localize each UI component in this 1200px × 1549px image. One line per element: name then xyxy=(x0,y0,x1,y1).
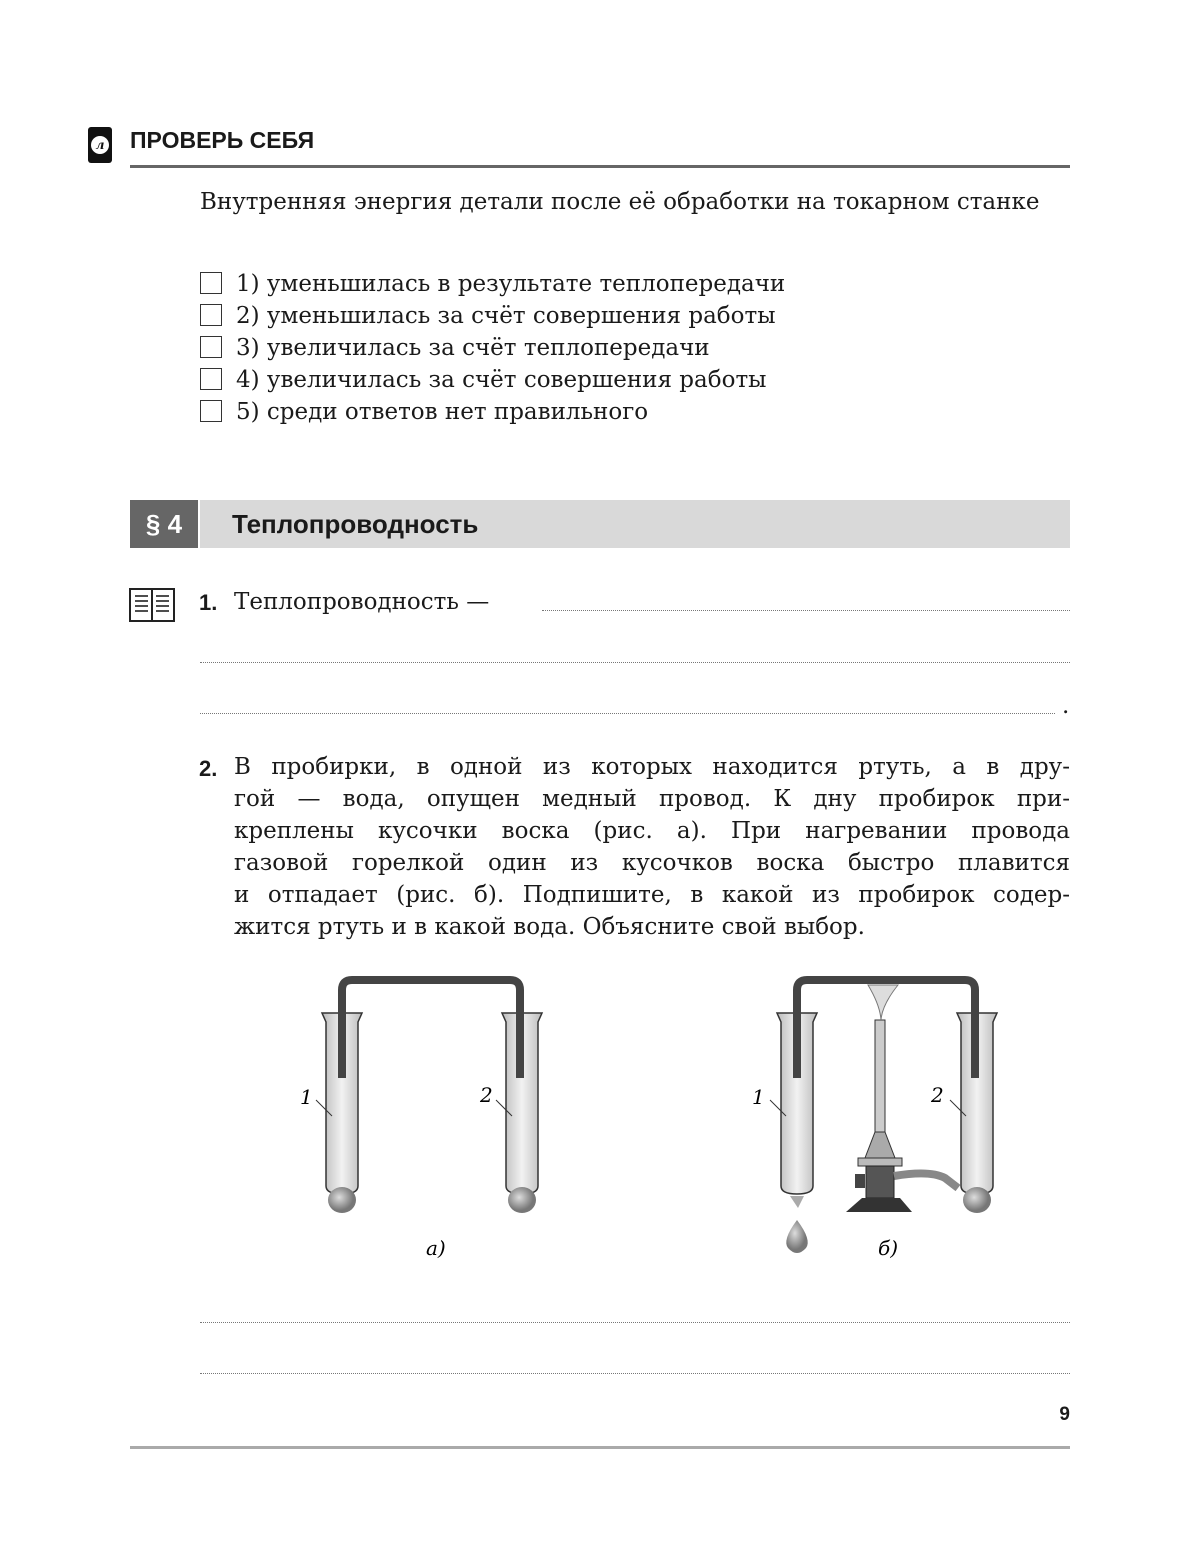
period: . xyxy=(1062,693,1070,719)
answer-option[interactable]: 5) среди ответов нет правильного xyxy=(200,396,648,428)
section-number: § 4 xyxy=(130,500,198,548)
answer-option[interactable]: 3) увеличилась за счёт теплопередачи xyxy=(200,332,710,364)
falling-wax-drop xyxy=(786,1220,807,1253)
wax-piece xyxy=(328,1187,356,1213)
caption-b: б) xyxy=(878,1236,899,1260)
page-number: 9 xyxy=(1059,1404,1070,1425)
caption-a: а) xyxy=(426,1236,446,1260)
flame-icon xyxy=(868,985,898,1020)
label-tube-2: 2 xyxy=(931,1083,944,1107)
wax-piece xyxy=(963,1187,991,1213)
copper-wire xyxy=(342,980,520,1078)
answer-line[interactable] xyxy=(200,1322,1070,1323)
task-number: 1. xyxy=(199,590,218,615)
answer-option[interactable]: 2) уменьшилась за счёт совершения работы xyxy=(200,300,776,332)
label-tube-1: 1 xyxy=(300,1085,313,1109)
answer-option[interactable]: 1) уменьшилась в результате теплопередачи xyxy=(200,268,785,300)
section-title: Теплопроводность xyxy=(232,509,479,539)
task2-text: В пробирки, в одной из которых находится ртуть, а в дру- гой — вода, опущен медный провод. К дну пробирок при- креплены кусочки воска (рис. а). При нагревании провода газовой горелкой один из кусочков воска быстро плавится и отпадает (рис. б). Подпишите, в какой из пробирок содер- жится ртуть и в какой вода. Объясните свой выбор. xyxy=(234,754,1070,940)
footer-divider xyxy=(130,1446,1070,1449)
check-yourself-heading: ПРОВЕРЬ СЕБЯ xyxy=(130,127,315,153)
check-logo-icon: л xyxy=(88,127,112,163)
label-tube-2: 2 xyxy=(480,1083,493,1107)
figure-a xyxy=(300,980,542,1260)
task-number: 2. xyxy=(199,756,218,781)
answer-option[interactable]: 4) увеличилась за счёт совершения работы xyxy=(200,364,766,396)
task1-text: Теплопроводность — xyxy=(234,589,490,615)
figure-b xyxy=(752,980,997,1260)
question-text: Внутренняя энергия детали после её обработки на токарном станке xyxy=(200,189,1040,215)
label-tube-1: 1 xyxy=(752,1085,765,1109)
wax-piece xyxy=(508,1187,536,1213)
answer-line[interactable] xyxy=(200,1373,1070,1374)
